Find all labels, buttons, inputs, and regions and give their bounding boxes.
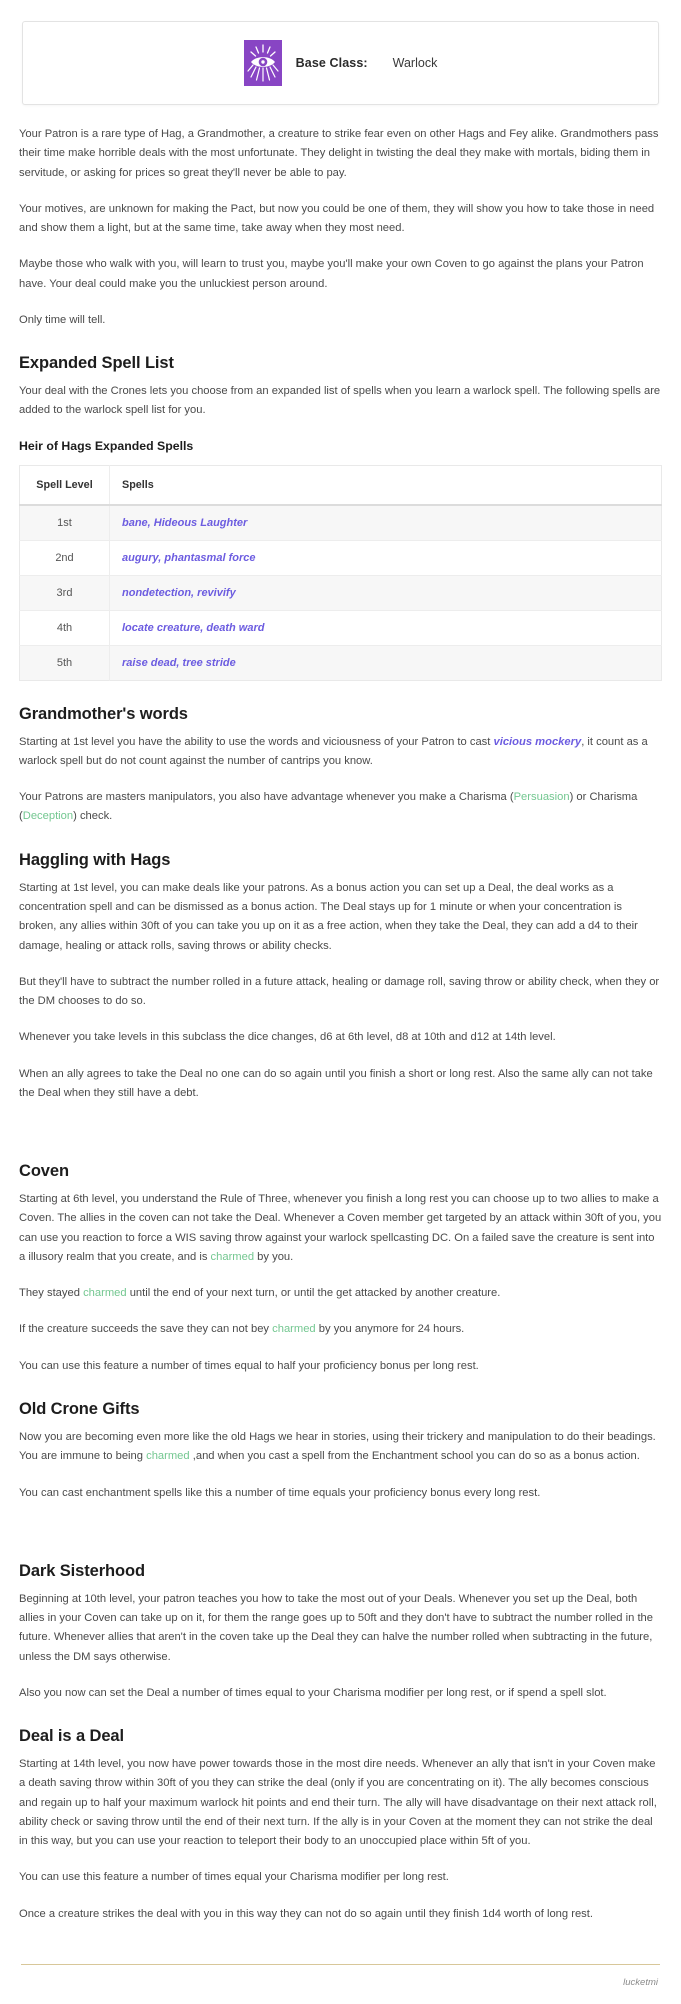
deal-is-a-deal-paragraph-1: Starting at 14th level, you now have power towards those in the most dire needs. Whenever an ally that isn't in your Coven make a death saving throw within 30ft of you they can strike the deal (only if you are concentrating on it). The ally becomes conscious and regain up to half your maximum warlock hit points and end their turn. The ally will have disadvantage on their next attack roll, ability check or saving throw until the end of their next turn. If the ally is in your Coven at the moment they can not strike the deal in this way, but you can use your reaction to teleport their body to an unoccupied place within 5ft of you.: [19, 1758, 657, 1848]
grandmothers-words-paragraph-1: [19, 733, 662, 772]
text-fragment: Starting at 1st level you have the ability to use the words and viciousness of your Patron to cast: [19, 735, 494, 748]
section-heading-deal-is-a-deal: Deal is a Deal: [19, 1727, 124, 1746]
text-fragment: Now you are becoming even more like the old Hags we hear in stories, using their trickery and manipulation to do their beadings. You are immune to being: [19, 1430, 656, 1463]
footer-credit: lucketmi: [623, 1976, 658, 1988]
spell-link[interactable]: nondetection, revivify: [122, 586, 236, 599]
section-heading-haggling-with-hags: Haggling with Hags: [19, 850, 171, 869]
coven-paragraph-4: You can use this feature a number of times equal to half your proficiency bonus per long rest.: [19, 1359, 479, 1372]
table-row: [20, 610, 662, 645]
column-header-spells: Spells: [110, 465, 662, 505]
text-fragment: ) check.: [73, 810, 113, 823]
spell-table-title: Heir of Hags Expanded Spells: [19, 438, 194, 453]
spell-link[interactable]: locate creature, death ward: [122, 621, 265, 634]
intro-paragraph-2: Your motives, are unknown for making the Pact, but now you could be one of them, they will show you how to take those in need and show them a light, but at the same time, take away when they most need.: [19, 202, 655, 235]
section-spacer: [19, 1520, 662, 1538]
deal-is-a-deal-paragraph-2: You can use this feature a number of times equal your Charisma modifier per long rest.: [19, 1871, 449, 1884]
cell-spells: [110, 575, 662, 610]
section-spacer: [19, 1120, 662, 1138]
condition-link-charmed[interactable]: charmed: [146, 1450, 190, 1463]
intro-paragraph-1: Your Patron is a rare type of Hag, a Grandmother, a creature to strike fear even on other Hags and Fey alike. Grandmothers pass their time make horrible deals with the most unfortunate. They delight in twisting the deal they make with mortals, biding them in servitude, or asking for prices so great they'll never be able to pay.: [19, 128, 659, 179]
table-row: [20, 645, 662, 680]
text-fragment: Your Patrons are masters manipulators, you also have advantage whenever you make a Charisma (: [19, 791, 514, 804]
spell-link[interactable]: raise dead, tree stride: [122, 656, 236, 669]
table-row: [20, 540, 662, 575]
section-heading-expanded-spell-list: Expanded Spell List: [19, 354, 174, 373]
spell-link[interactable]: augury, phantasmal force: [122, 551, 256, 564]
base-class-card-content: [244, 40, 438, 86]
footer-divider: [21, 1964, 660, 1965]
text-fragment: by you.: [254, 1250, 294, 1263]
warlock-eye-icon: [244, 40, 282, 86]
dark-sisterhood-paragraph-1: Beginning at 10th level, your patron teaches you how to take the most out of your Deals. Whenever you set up the Deal, both allies in your Coven can take up on it, for them the range goes up to 50ft and they don't have to subtract the number rolled in the future. Whenever allies that aren't in the coven take up the Deal they can halve the number rolled when subtracting in the future, unless the DM says otherwise.: [19, 1592, 654, 1663]
intro-paragraph-3: Maybe those who walk with you, will learn to trust you, maybe you'll make your own Coven to go against the plans your Patron have. Your deal could make you the unluckiest person around.: [19, 258, 644, 290]
cell-spell-level: 5th: [20, 645, 110, 680]
spell-table-head: [20, 465, 662, 505]
cell-spell-level: 4th: [20, 610, 110, 645]
text-fragment: If the creature succeeds the save they can not bey: [19, 1323, 273, 1336]
haggling-paragraph-4: When an ally agrees to take the Deal no one can do so again until you finish a short or long rest. Also the same ally can not take the Deal when they still have a debt.: [19, 1067, 653, 1099]
intro-paragraph-4: Only time will tell.: [19, 313, 106, 326]
text-fragment: ,and when you cast a spell from the Enchantment school you can do so as a bonus action.: [189, 1450, 640, 1463]
expanded-spells-table: [19, 465, 662, 681]
spell-table-header-row: [20, 465, 662, 505]
section-heading-coven: Coven: [19, 1162, 69, 1181]
base-class-label: Base Class:: [295, 56, 368, 70]
section-heading-old-crone-gifts: Old Crone Gifts: [19, 1399, 140, 1418]
cell-spells: [110, 645, 662, 680]
old-crone-gifts-paragraph-1: [19, 1428, 662, 1467]
cell-spells: [110, 505, 662, 541]
base-class-card: [22, 21, 659, 105]
condition-link-charmed[interactable]: charmed: [272, 1323, 316, 1336]
haggling-paragraph-3: Whenever you take levels in this subclass the dice changes, d6 at 6th level, d8 at 10th and d12 at 14th level.: [19, 1031, 556, 1044]
section-heading-dark-sisterhood: Dark Sisterhood: [19, 1561, 145, 1580]
cell-spell-level: 3rd: [20, 575, 110, 610]
spell-link[interactable]: bane, Hideous Laughter: [122, 516, 248, 529]
haggling-paragraph-2: But they'll have to subtract the number rolled in a future attack, healing or damage roll, saving throw or ability check, when they or the DM chooses to do so.: [19, 975, 660, 1008]
text-fragment: by you anymore for 24 hours.: [315, 1323, 465, 1336]
text-fragment: Starting at 6th level, you understand the Rule of Three, whenever you finish a long rest you can choose up to two allies to make a Coven. The allies in the coven can not take the Deal. Whenever a Coven member get targeted by an attack within 30ft of you, you can use you reaction to force a WIS saving throw against your warlock spellcasting DC. On a failed save the creature is sent into a illusory realm that you create, and is: [19, 1193, 662, 1263]
text-fragment: , it count as a warlock spell but do not count against the number of cantrips you know.: [19, 735, 648, 767]
condition-link-charmed[interactable]: charmed: [83, 1287, 127, 1300]
cell-spell-level: 1st: [20, 505, 110, 541]
coven-paragraph-3: [19, 1320, 662, 1339]
cell-spells: [110, 540, 662, 575]
text-fragment: They stayed: [19, 1287, 84, 1300]
expanded-spell-list-intro: Your deal with the Crones lets you choose from an expanded list of spells when you learn a warlock spell. The following spells are added to the warlock spell list for you.: [19, 385, 661, 417]
skill-link-persuasion[interactable]: Persuasion: [513, 791, 570, 804]
section-heading-grandmothers-words: Grandmother's words: [19, 704, 188, 723]
spell-table-body: [20, 505, 662, 681]
dark-sisterhood-paragraph-2: Also you now can set the Deal a number of times equal to your Charisma modifier per long rest, or if spend a spell slot.: [19, 1686, 607, 1699]
table-row: [20, 505, 662, 541]
text-fragment: ) or Charisma (: [19, 791, 638, 823]
old-crone-gifts-paragraph-2: You can cast enchantment spells like this a number of time equals your proficiency bonus every long rest.: [19, 1486, 541, 1499]
base-class-value: Warlock: [392, 56, 438, 70]
spell-link-vicious-mockery[interactable]: vicious mockery: [493, 735, 582, 748]
text-fragment: until the end of your next turn, or until the get attacked by another creature.: [126, 1287, 501, 1300]
column-header-spell-level: Spell Level: [20, 465, 110, 505]
deal-is-a-deal-paragraph-3: Once a creature strikes the deal with you in this way they can not do so again until they finish 1d4 worth of long rest.: [19, 1907, 593, 1920]
condition-link-charmed[interactable]: charmed: [210, 1250, 255, 1263]
cell-spell-level: 2nd: [20, 540, 110, 575]
coven-paragraph-2: [19, 1284, 662, 1303]
table-row: [20, 575, 662, 610]
skill-link-deception[interactable]: Deception: [22, 810, 74, 823]
haggling-paragraph-1: Starting at 1st level, you can make deals like your patrons. As a bonus action you can set up a Deal, the deal works as a concentration spell and can be dismissed as a bonus action. The Deal stays up for 1 minute or when your concentration is broken, any allies within 30ft of you can take you up on it as a free action, when they take the Deal, they can add a d4 to their damage, healing or attack rolls, saving throws or ability checks.: [19, 881, 638, 952]
coven-paragraph-1: [19, 1190, 662, 1267]
cell-spells: [110, 610, 662, 645]
grandmothers-words-paragraph-2: [19, 788, 662, 827]
